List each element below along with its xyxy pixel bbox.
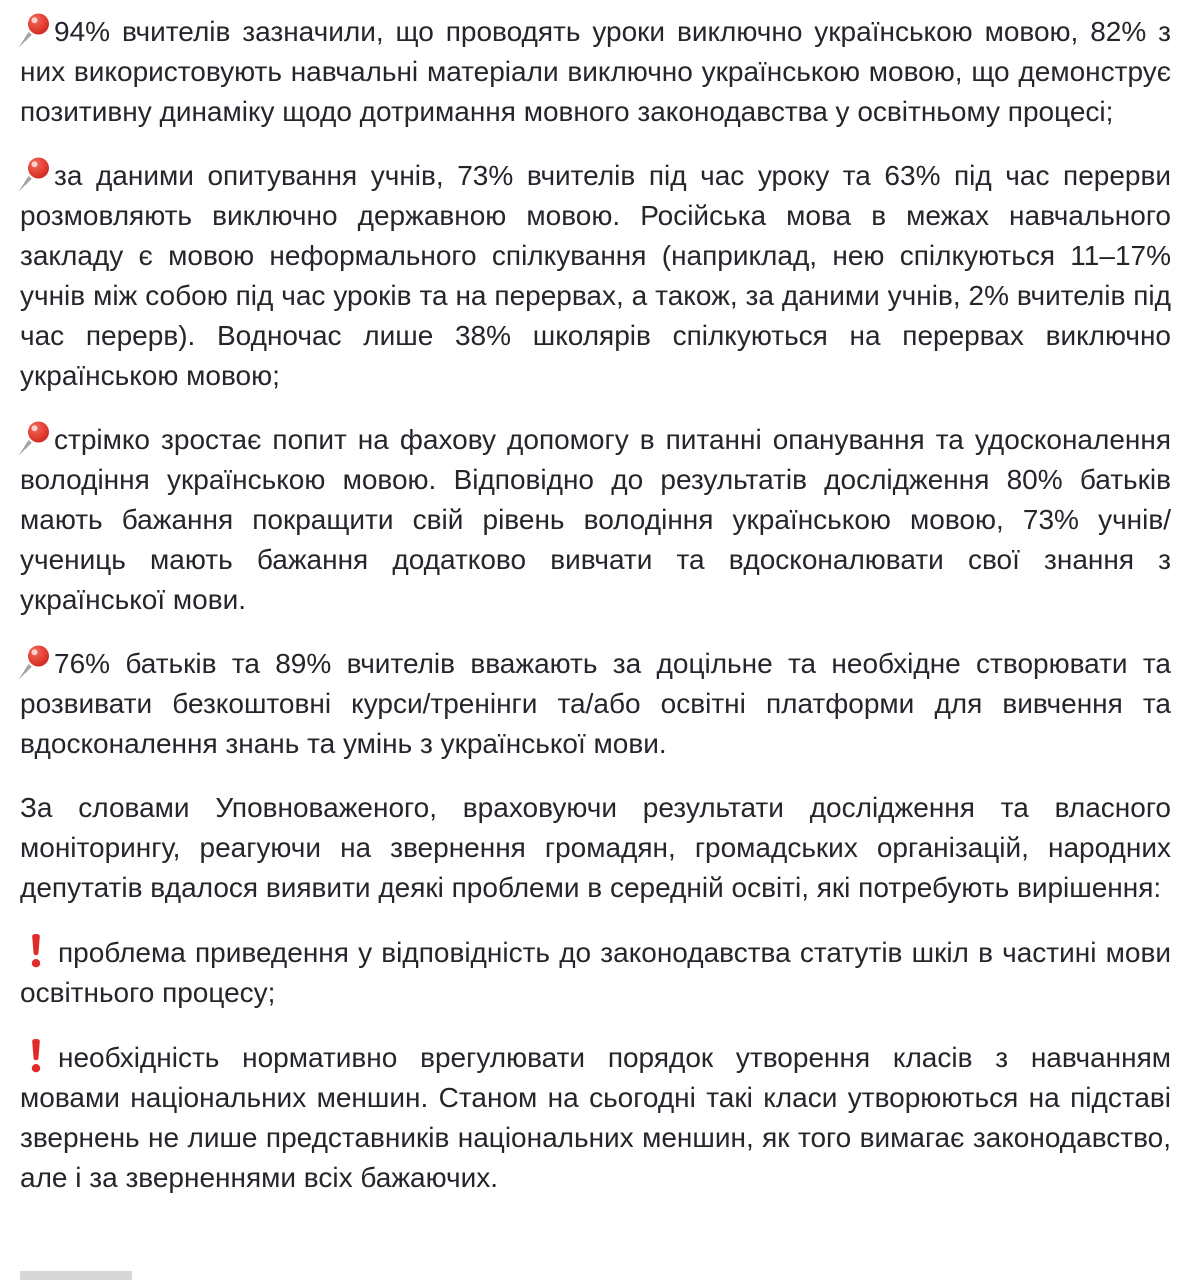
pushpin-icon xyxy=(15,156,53,194)
paragraph-text: 76% батьків та 89% вчителів вважають за доцільне та необхідне створювати та розвивати безкоштовні курси/тренінги та/або освітні платформи для вивчення та вдосконалення знань та умінь з української мови. xyxy=(20,648,1171,759)
paragraph xyxy=(20,1037,1171,1198)
pushpin-icon xyxy=(15,12,53,50)
paragraph xyxy=(20,12,1171,132)
paragraph-text: За словами Уповноваженого, враховуючи результати дослідження та власного моніторингу, реагуючи на звернення громадян, громадських організацій, народних депутатів вдалося виявити деякі проблеми в середній освіті, які потребують вирішення: xyxy=(20,792,1171,903)
paragraph xyxy=(20,788,1171,908)
pushpin-icon xyxy=(15,644,53,682)
cutoff-element xyxy=(20,1271,132,1280)
paragraph-text: 94% вчителів зазначили, що проводять уроки виключно українською мовою, 82% з них використовують навчальні матеріали виключно українською мовою, що демонструє позитивну динаміку щодо дотримання мовного законодавства у освітньому процесі; xyxy=(20,16,1171,127)
paragraph xyxy=(20,644,1171,764)
exclamation-mark-icon xyxy=(26,932,46,968)
paragraph-text: стрімко зростає попит на фахову допомогу в питанні опанування та удосконалення володіння українською мовою. Відповідно до результатів дослідження 80% батьків мають бажання покращити свій рівень володіння українською мовою, 73% учнів/учениць мають бажання додатково вивчати та вдосконалювати свої знання з української мови. xyxy=(20,424,1171,615)
paragraph xyxy=(20,156,1171,396)
pushpin-icon xyxy=(15,420,53,458)
paragraph-text: за даними опитування учнів, 73% вчителів під час уроку та 63% під час перерви розмовляють виключно державною мовою. Російська мова в межах навчального закладу є мовою неформального спілкування (наприклад, нею спілкуються 11–17% учнів між собою під час уроків та на перервах, а також, за даними учнів, 2% вчителів під час перерв). Водночас лише 38% школярів спілкуються на перервах виключно українською мовою; xyxy=(20,160,1171,391)
paragraph xyxy=(20,420,1171,620)
exclamation-mark-icon xyxy=(26,1037,46,1073)
paragraph-text: проблема приведення у відповідність до законодавства статутів шкіл в частині мови освітнього процесу; xyxy=(20,937,1171,1008)
paragraph xyxy=(20,932,1171,1013)
paragraph-text: необхідність нормативно врегулювати порядок утворення класів з навчанням мовами національних меншин. Станом на сьогодні такі класи утворюються на підставі звернень не лише представників національних меншин, як того вимагає законодавство, але і за зверненнями всіх бажаючих. xyxy=(20,1042,1171,1193)
